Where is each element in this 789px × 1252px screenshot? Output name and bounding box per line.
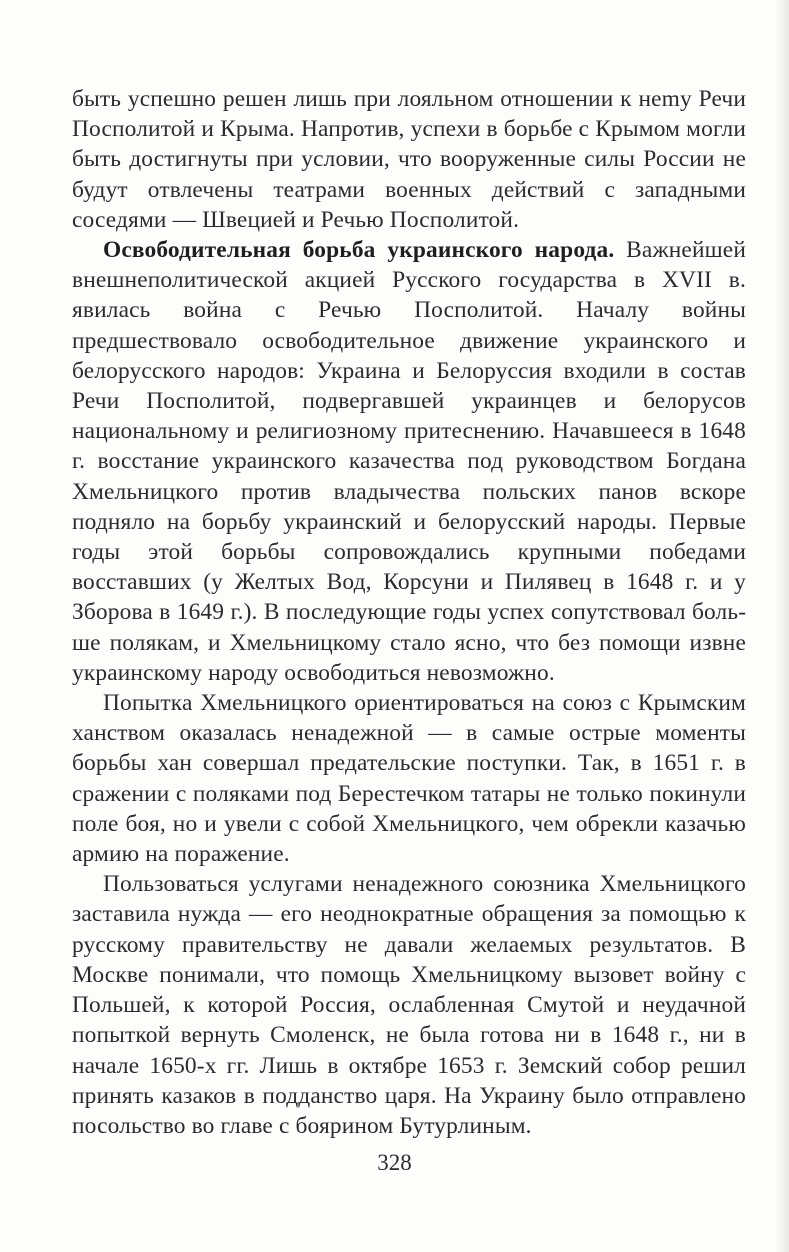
page-number: 328 — [377, 1150, 412, 1175]
paragraph-2 — [72, 235, 746, 688]
paragraph-2-text: Важнейшей внешнеполитической акцией Русского государства в XVII в. явилась война с Речью Посполитой. Началу войны предшествовало освободительное движение украинского и белорусского народов: Украина и Белоруссия входили в состав Речи Посполитой, подвергавшей украинцев и белорусов национальному и религиозному притеснению. Начавшееся в 1648 г. восстание украинского казачества под руководством Богдана Хмельницкого против владычества польских панов вскоре подняло на борьбу украинский и белорусский народы. Первые годы этой борьбы сопровождались крупными победами восставших (у Желтых Вод, Корсуни и Пилявец в 1648 г. и у Зборова в 1649 г.). В последующие годы успех сопутствовал больше полякам, и Хмельницкому стало ясно, что без помощи извне украинскому народу освободиться невозможно. — [72, 237, 746, 686]
paragraph-1 — [72, 84, 746, 235]
paragraph-3-text: Попытка Хмельницкого ориентироваться на союз с Крымским ханством оказалась ненадежной — в самые острые моменты борьбы хан совершал предательские поступки. Так, в 1651 г. в сражении с поляками под Берестечком татары не только покинули поле боя, но и увели с собой Хмельницкого, чем обрекли казачью армию на поражение. — [72, 690, 746, 868]
paragraph-3 — [72, 688, 746, 869]
paragraph-4-text: Пользоваться услугами ненадежного союзника Хмельницкого заставила нужда — его неоднократные обращения за помощью к русскому правительству не давали желаемых результатов. В Москве понимали, что помощь Хмельницкому вызовет войну с Польшей, к которой Россия, ослабленная Смутой и неудачной попыткой вернуть Смоленск, не была готова ни в 1648 г., ни в начале 1650-х гг. Лишь в октябре 1653 г. Земский собор решил принять казаков в подданство царя. На Украину было отправлено посольство во главе с боярином Бутурлиным. — [72, 871, 746, 1139]
page-edge-shadow — [775, 0, 789, 1252]
section-heading: Освободительная борьба украинского народа. — [103, 237, 615, 264]
paragraph-1-text: быть успешно решен лишь при лояльном отношении к неmу Речи Посполитой и Крыма. Напротив, успехи в борьбе с Крымом могли быть достигнуты при условии, что вооруженные силы России не будут отвлечены театрами военных действий с западными соседями — Швецией и Речью Посполитой. — [72, 86, 746, 233]
body-text — [72, 84, 746, 1141]
paragraph-4 — [72, 869, 746, 1141]
